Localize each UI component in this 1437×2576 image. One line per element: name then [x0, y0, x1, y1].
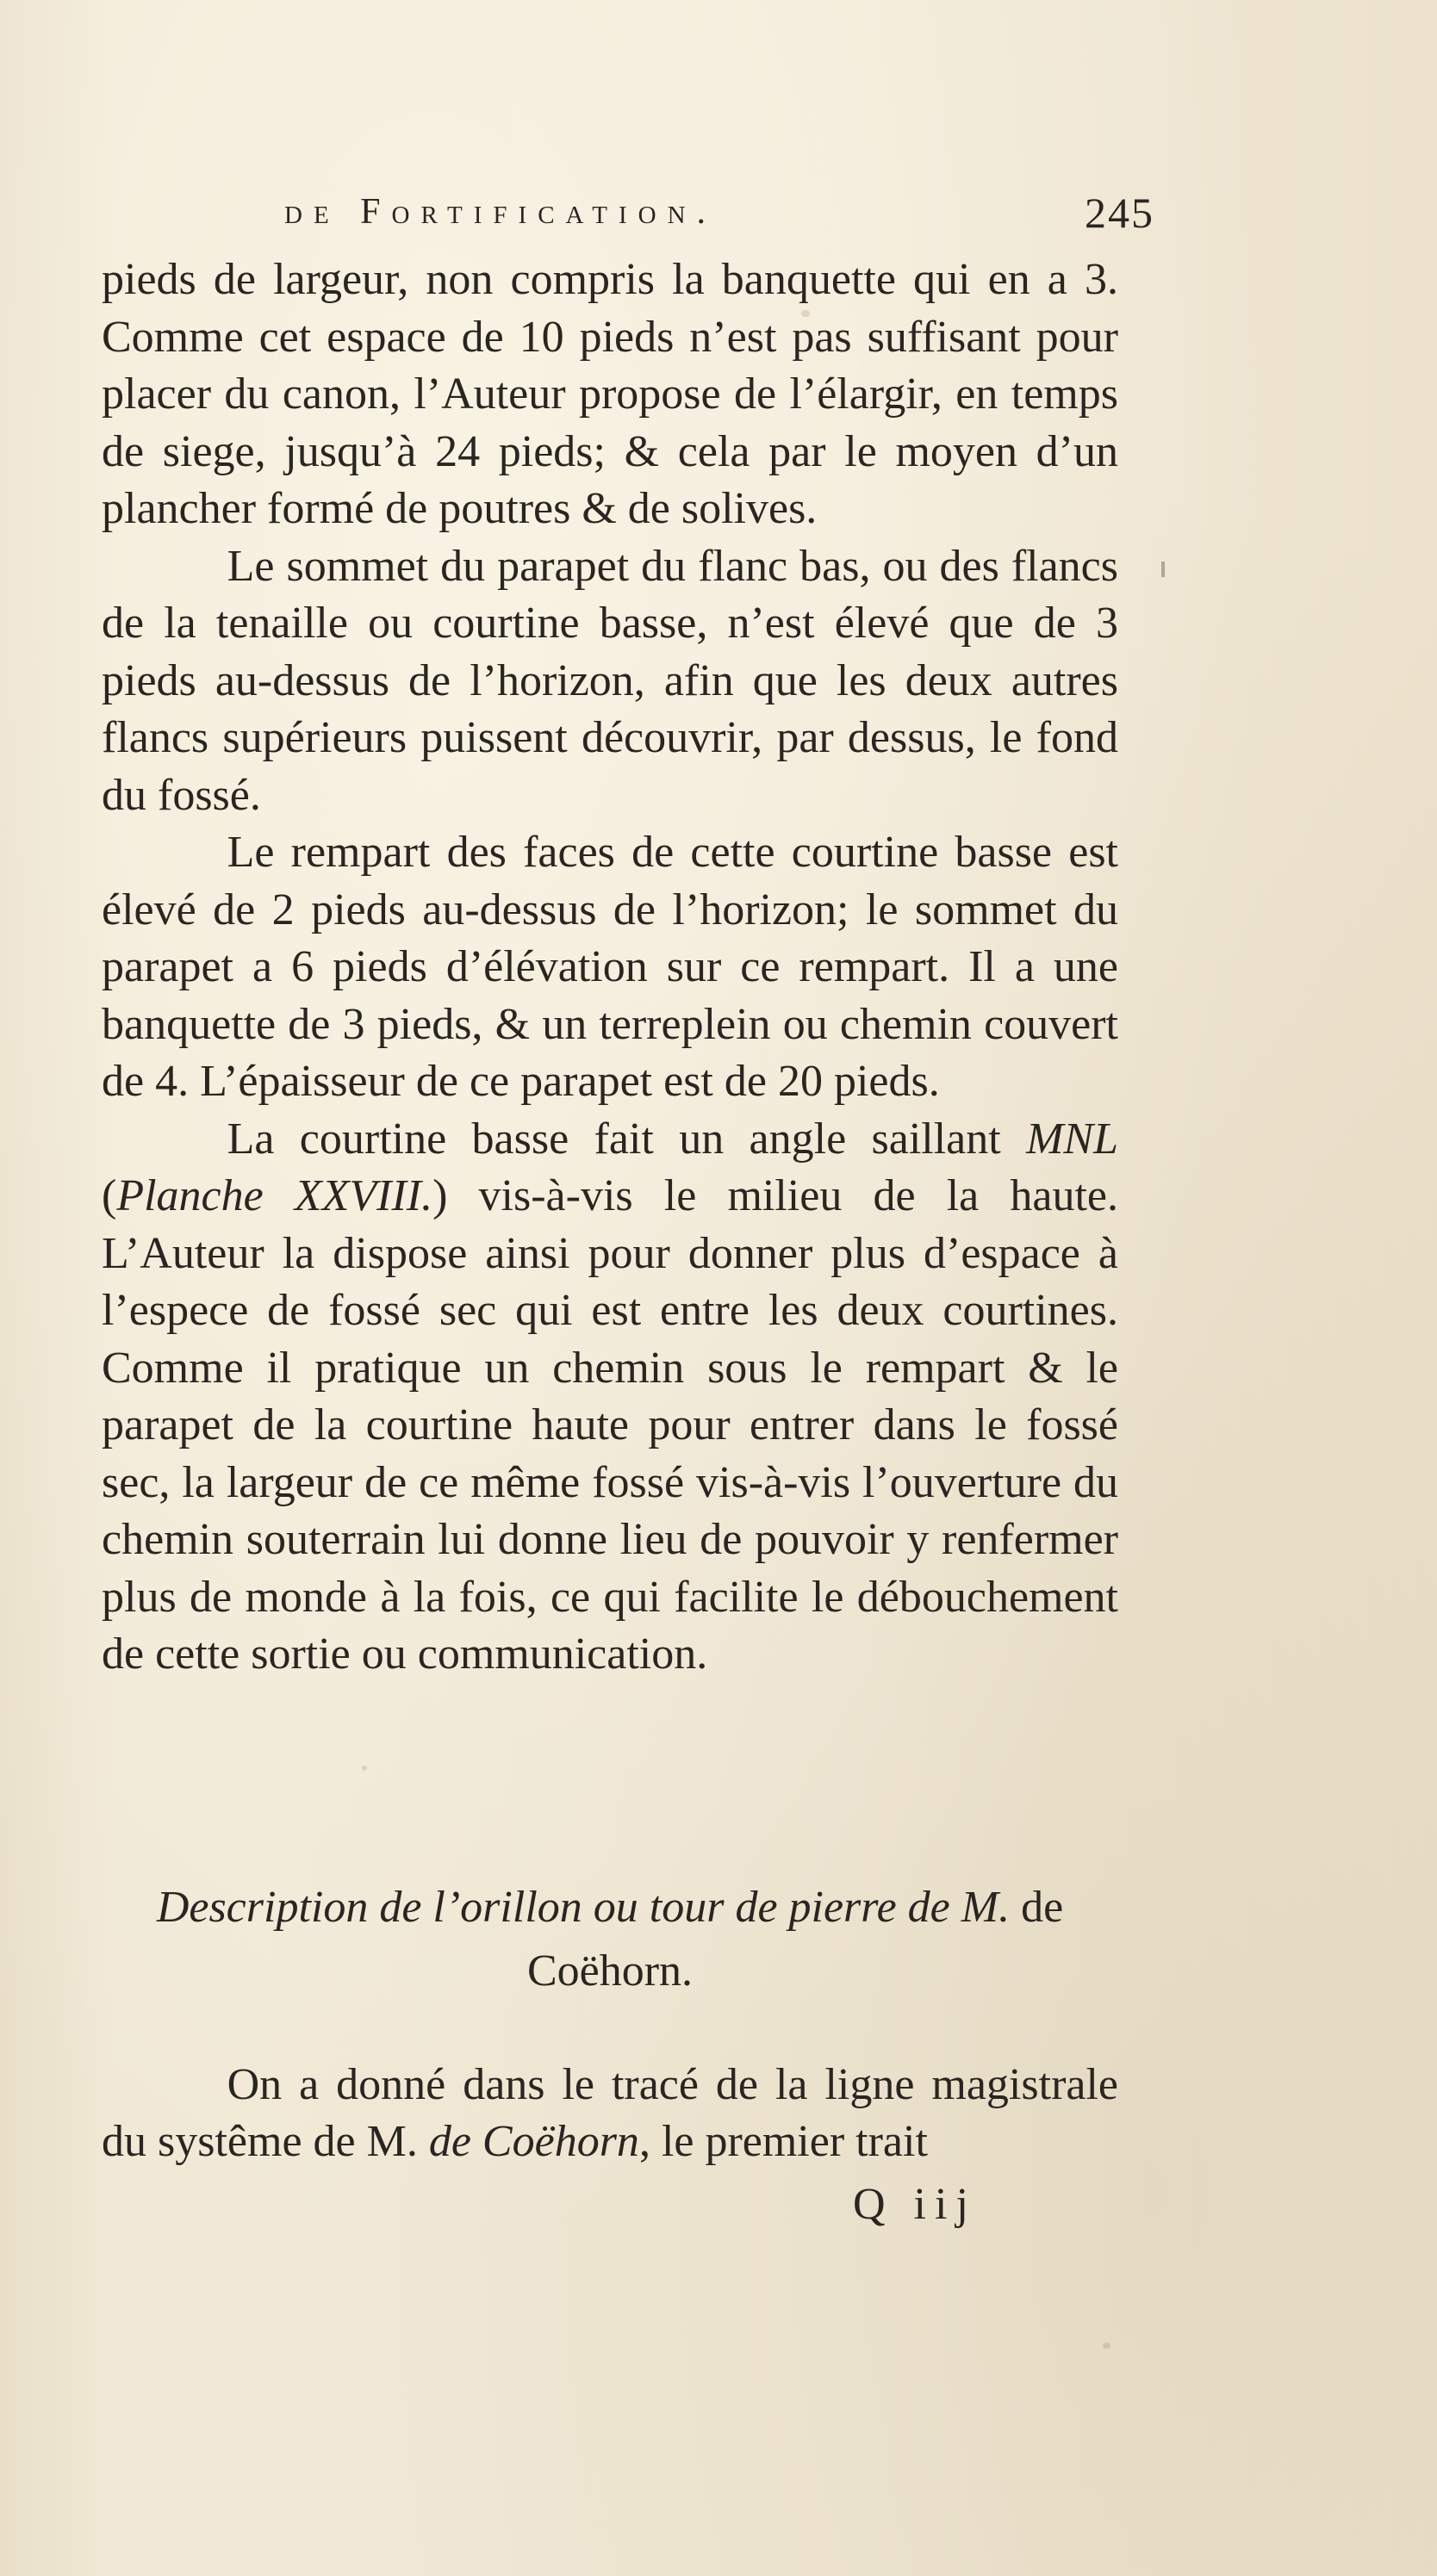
- paragraph-2: Le sommet du parapet du flanc bas, ou des flancs de la tenaille ou courtine basse, n’est élevé que de 3 pieds au-dessus de l’horizon, afin que les deux autres flancs supérieurs puissent découvrir, par dessus, le fond du fossé.: [102, 541, 1118, 820]
- closing-text-name: de Coëhorn: [428, 2117, 639, 2166]
- closing-text-start: On a donné dans le tracé de la ligne magistrale du systême de M.: [102, 2060, 1118, 2166]
- section-heading: [102, 1876, 1118, 2003]
- closing-paragraph: [102, 2057, 1118, 2170]
- section-heading-roman: de Coëhorn.: [526, 1883, 1064, 1996]
- section-heading-italic: Description de l’orillon ou tour de pierre de M.: [156, 1883, 1011, 1932]
- paper-foxing-spot: [1103, 2343, 1110, 2349]
- angle-label: MNL: [1026, 1114, 1118, 1164]
- plate-reference: Planche XXVIII.: [116, 1171, 433, 1220]
- paragraph-4: [102, 1111, 1118, 1684]
- signature-mark: Q iij: [853, 2180, 977, 2229]
- closing-text: [102, 2057, 1118, 2170]
- running-header: [284, 191, 1154, 251]
- paragraph-4-text-rest: ) vis-à-vis le milieu de la haute. L’Auteur la dispose ainsi pour donner plus d’espace à l’espece de fossé sec qui est entre les deux courtines. Comme il pratique un chemin sous le rempart & le parapet de la courtine haute pour entrer dans le fossé sec, la largeur de ce même fossé vis-à-vis l’ouverture du chemin souterrain lui donne lieu de pouvoir y renfermer plus de monde à la fois, ce qui facilite le débouchement de cette sortie ou communication.: [102, 1171, 1118, 1679]
- paragraph-3: Le rempart des faces de cette courtine basse est élevé de 2 pieds au-dessus de l’horizon; le sommet du parapet a 6 pieds d’élévation sur ce rempart. Il a une banquette de 3 pieds, & un terreplein ou chemin couvert de 4. L’épaisseur de ce parapet est de 20 pieds.: [102, 828, 1118, 1106]
- paragraph-1: pieds de largeur, non compris la banquette qui en a 3. Comme cet espace de 10 pieds n’est pas suffisant pour placer du canon, l’Auteur propose de l’élargir, en temps de siege, jusqu’à 24 pieds; & cela par le moyen d’un plancher formé de poutres & de solives.: [102, 255, 1118, 533]
- paragraph-4-paren-open: (: [102, 1171, 117, 1220]
- paper-foxing-spot: [362, 1766, 367, 1771]
- margin-ink-mark: [1161, 562, 1165, 577]
- paragraph-4-text-start: La courtine basse fait un angle saillant: [227, 1114, 1027, 1164]
- page-number: 245: [1085, 189, 1154, 237]
- running-title: de Fortification.: [284, 192, 718, 232]
- main-text: [102, 251, 1118, 1684]
- closing-text-end: , le premier trait: [638, 2117, 928, 2166]
